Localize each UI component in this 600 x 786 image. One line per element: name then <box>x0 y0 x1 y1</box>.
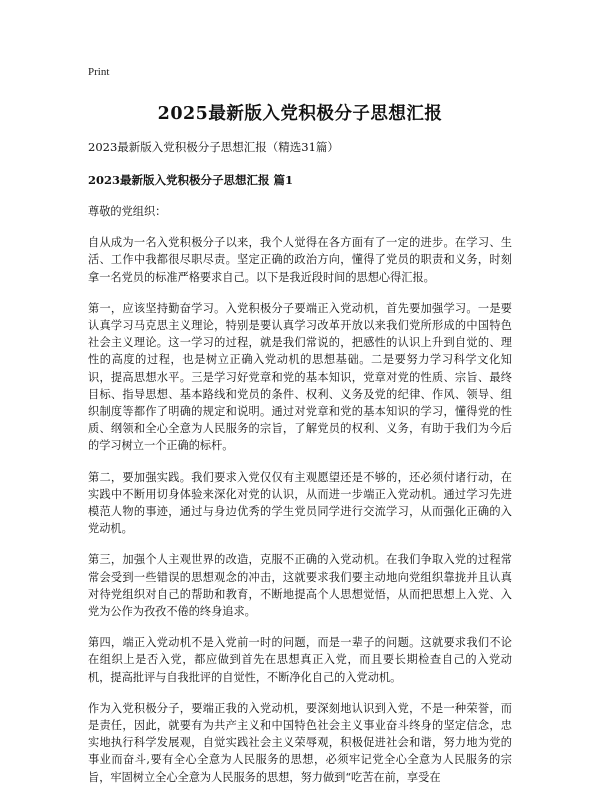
paragraph-second-point: 第二，要加强实践。我们要求入党仅仅有主观愿望还是不够的，还必须付诸行动，在实践中不断用切身体验来深化对党的认识，从而进一步端正入党动机。通过学习先进模范人物的事迹，通过与身边优秀的学生党员同学进行交流学习，从而强化正确的入党动机。 <box>88 470 512 536</box>
paragraph-first-point: 第一，应该坚持勤奋学习。入党积极分子要端正入党动机，首先要加强学习。一是要认真学习马克思主义理论，特别是要认真学习改革开放以来我们党所形成的中国特色社会主义理论。这一学习的过程，就是我们常说的，把感性的认识上升到自觉的、理性的高度的过程，也是树立正确入党动机的思想基础。二是要努力学习科学文化知识，提高思想水平。三是学习好党章和党的基本知识，党章对党的性质、宗旨、最终目标、指导思想、基本路线和党员的条件、权利、义务及党的纪律、作风、领导、组织制度等都作了明确的规定和说明。通过对党章和党的基本知识的学习，懂得党的性质、纲领和全心全意为人民服务的宗旨，了解党员的权利、义务，有助于我们为今后的学习树立一个正确的标杆。 <box>88 301 512 453</box>
paragraph-fourth-point: 第四，端正入党动机不是入党前一时的问题，而是一辈子的问题。这就要求我们不论在组织上是否入党，都应做到首先在思想真正入党，而且要长期检查自己的入党动机，提高批评与自我批评的自觉性，不断净化自己的入党动机。 <box>88 636 512 684</box>
section-heading: 2023最新版入党积极分子思想汇报 篇1 <box>88 173 294 187</box>
paragraph-conclusion: 作为入党积极分子，要端正我的入党动机，要深刻地认识到入党，不是一种荣誉，而是责任，因此，就要有为共产主义和中国特色社会主义事业奋斗终身的坚定信念，忠实地执行科学发展观，自觉实践社会主义荣辱观，积极促进社会和谐，努力地为党的事业而奋斗,要有全心全意为人民服务的思想，必须牢记党全心全意为人民服务的宗旨，牢固树立全心全意为人民服务的思想，努力做到“吃苦在前，享受在 <box>88 701 512 784</box>
paragraph-intro: 自从成为一名入党积极分子以来，我个人觉得在各方面有了一定的进步。在学习、生活、工作中我都很尽职尽责。坚定正确的政治方向，懂得了党员的职责和义务，时刻拿一名党员的标准严格要求自己。以下是我近段时间的思想心得汇报。 <box>88 236 512 284</box>
document-subtitle: 2023最新版入党积极分子思想汇报（精选31篇） <box>88 140 339 154</box>
salutation: 尊敬的党组织： <box>88 205 167 218</box>
paragraph-third-point: 第三，加强个人主观世界的改造，克服不正确的入党动机。在我们争取入党的过程常常会受到一些错误的思想观念的冲击，这就要求我们要主动地向党组织靠拢并且认真对待党组织对自己的帮助和教育，不断地提高个人思想觉悟，从而把思想上入党、入党为公作为孜孜不倦的终身追求。 <box>88 553 512 619</box>
print-label: Print <box>88 66 110 78</box>
document-title: 2025最新版入党积极分子思想汇报 <box>157 104 443 124</box>
